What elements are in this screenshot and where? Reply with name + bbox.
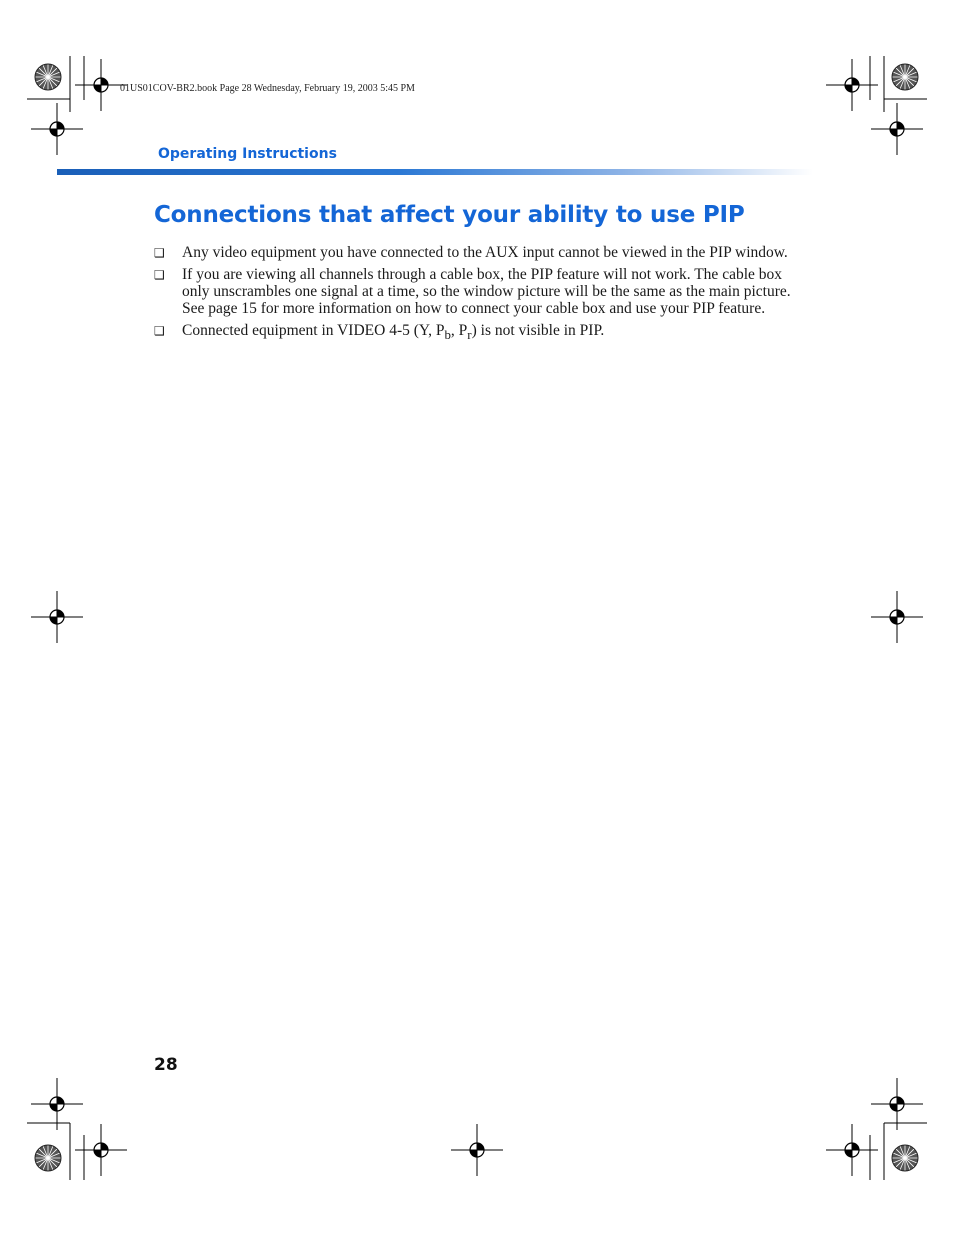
checkbox-bullet-icon: ❑ <box>154 324 165 338</box>
bullet-text-mid: , P <box>450 322 468 339</box>
list-item <box>154 266 804 317</box>
list-item <box>154 322 804 343</box>
checkbox-bullet-icon: ❑ <box>154 268 165 282</box>
bullet-text-post: ) is not visible in PIP. <box>471 322 605 339</box>
bullet-text: Any video equipment you have connected to the AUX input cannot be viewed in the PIP window. <box>182 244 788 261</box>
checkbox-bullet-icon: ❑ <box>154 246 165 260</box>
subscript-b: b <box>444 327 451 343</box>
bullet-text-pre: Connected equipment in VIDEO 4-5 (Y, P <box>182 322 445 339</box>
bullet-text <box>182 322 605 343</box>
bullet-list <box>154 244 804 348</box>
page-number: 28 <box>154 1055 178 1075</box>
bullet-text: If you are viewing all channels through a cable box, the PIP feature will not work. The cable box only unscrambles one signal at a time, so the window picture will be the same as the main picture. See page 15 for more information on how to connect your cable box and use your PIP feature. <box>182 266 791 317</box>
page-title: Connections that affect your ability to use PIP <box>154 202 745 228</box>
section-label: Operating Instructions <box>158 146 337 162</box>
subscript-r: r <box>467 327 472 343</box>
print-slug: 01US01COV-BR2.book Page 28 Wednesday, February 19, 2003 5:45 PM <box>120 83 415 94</box>
header-rule <box>57 169 813 175</box>
list-item <box>154 244 804 261</box>
